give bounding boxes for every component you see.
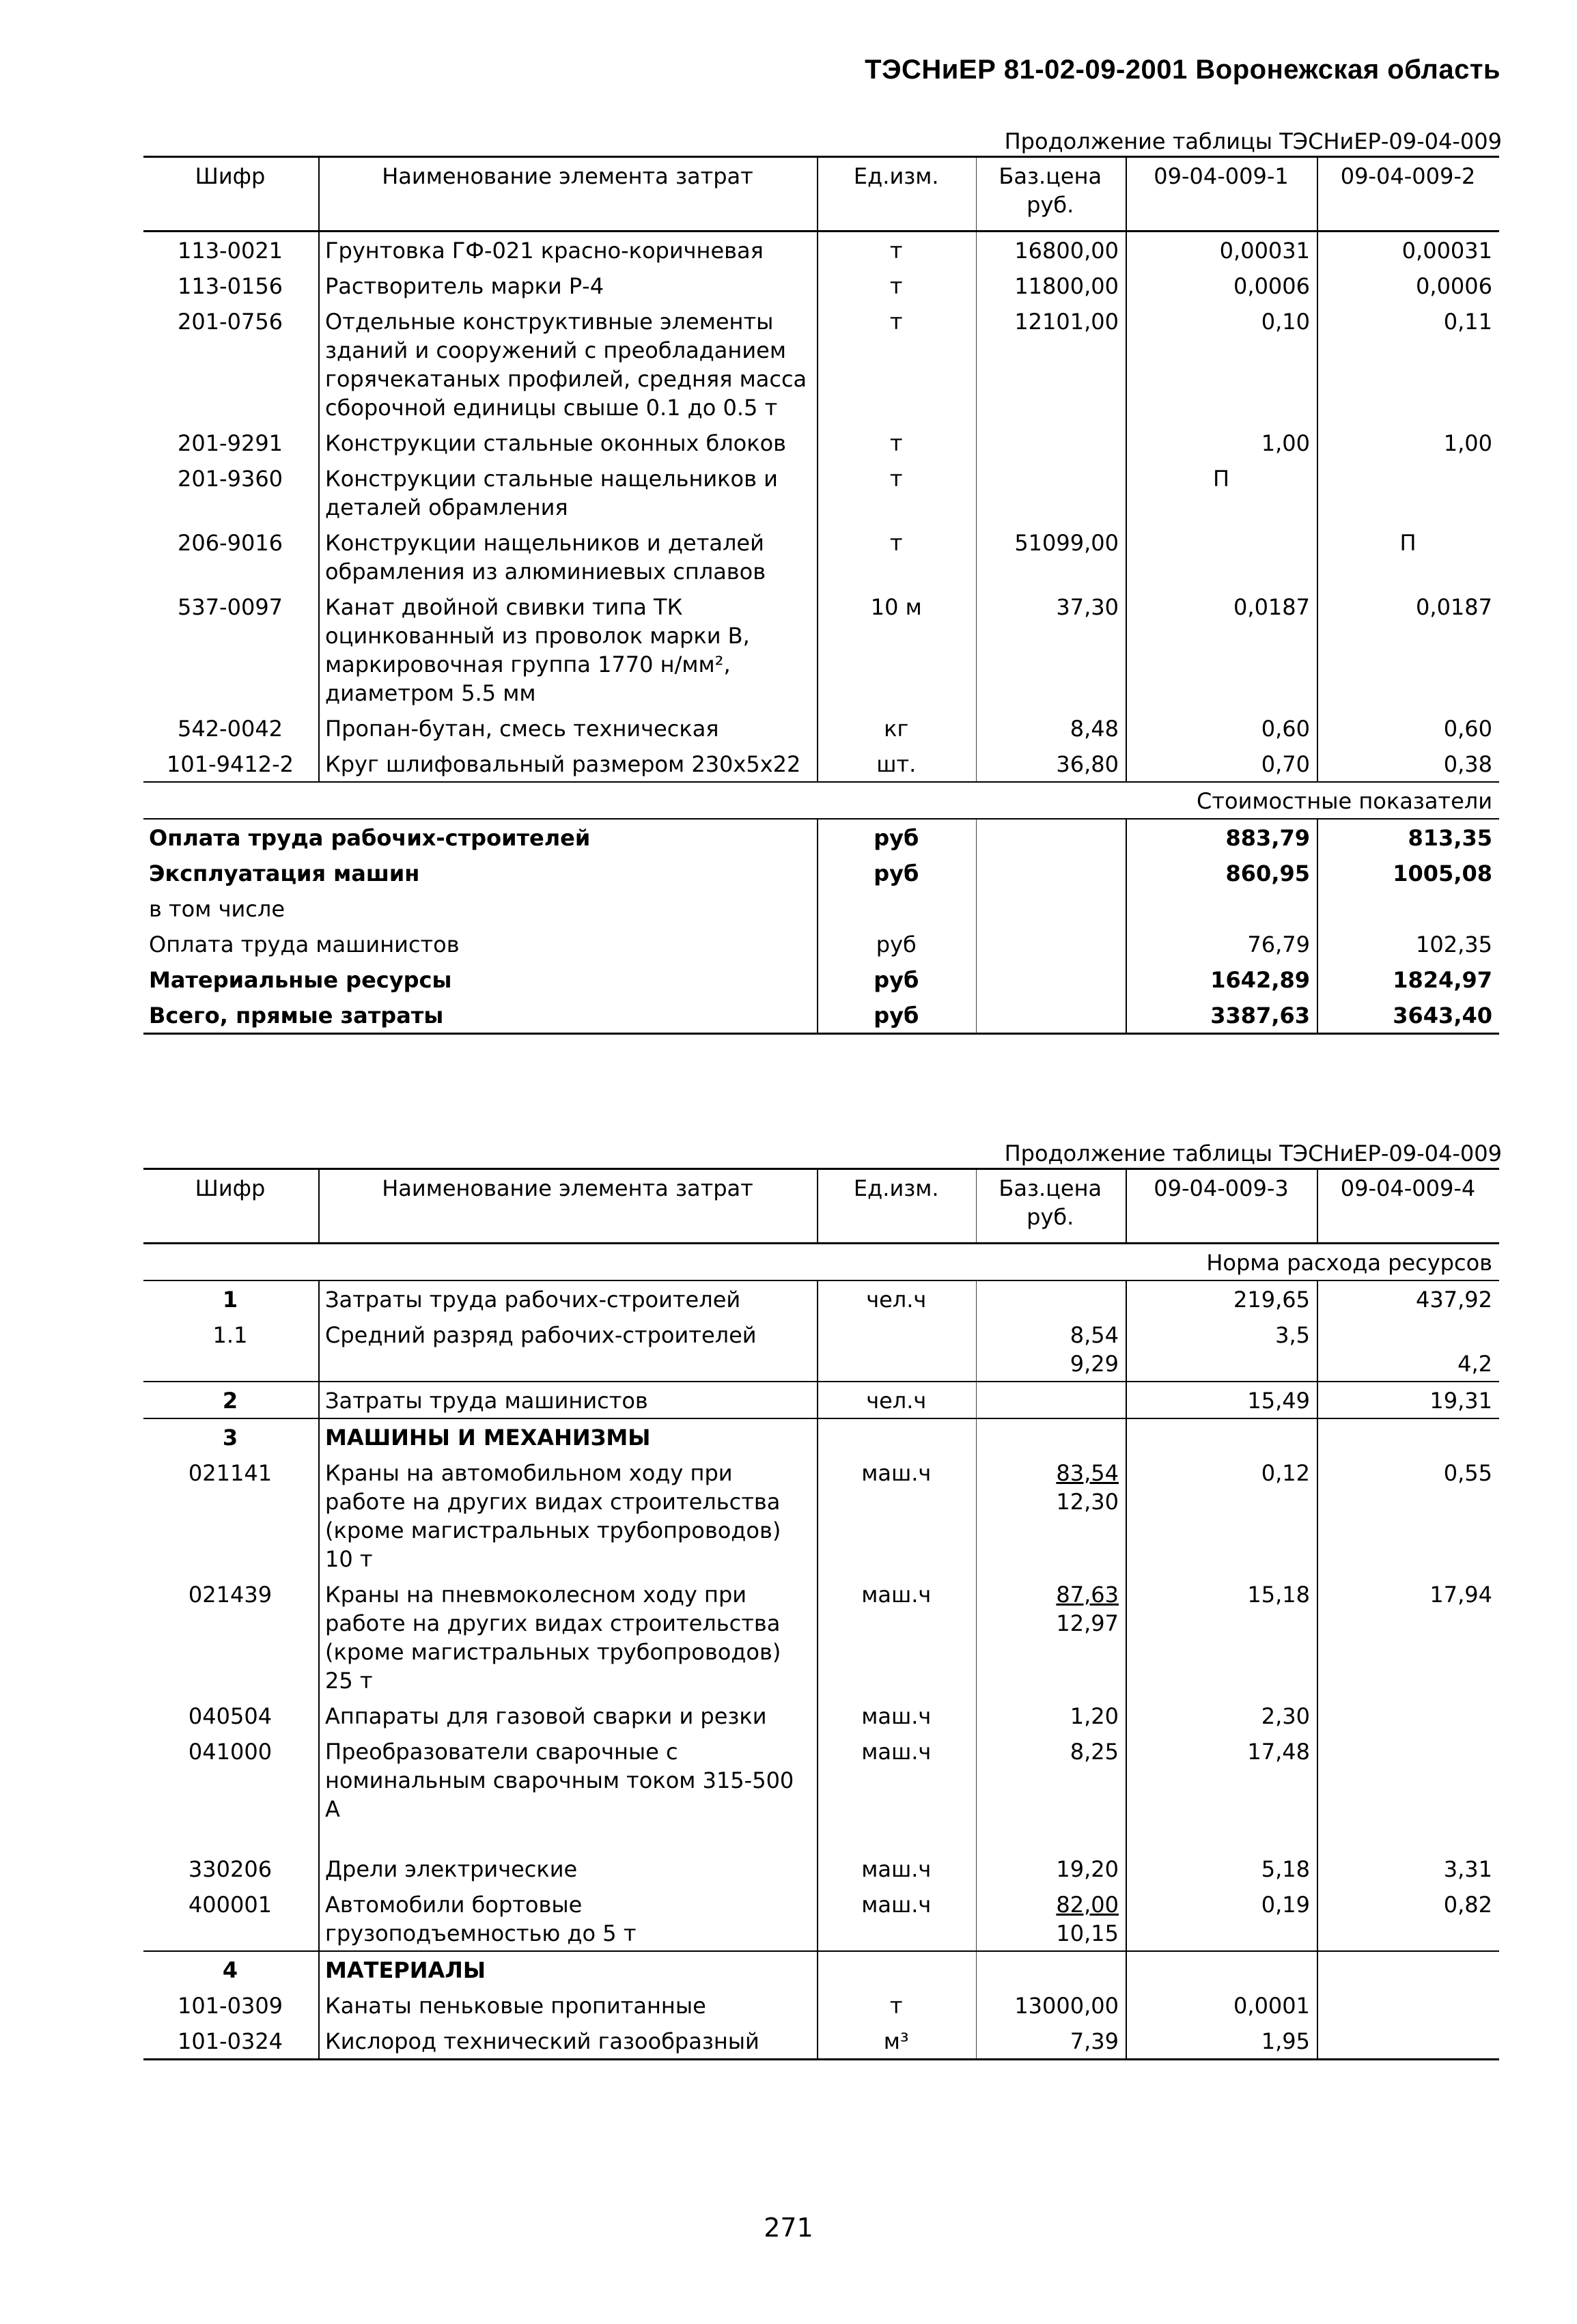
cell-v1: 0,0187 [1126,589,1317,710]
cell-unit: шт. [818,746,976,782]
cell-v1: 1,00 [1126,425,1317,460]
summary-row [143,819,1499,855]
price-line-a: 83,54 [1056,1460,1119,1486]
cell-v2: 3,31 [1443,1856,1492,1882]
cell-v2: П [1399,530,1416,556]
cell-price: 11800,00 [976,268,1126,303]
section-row [143,1244,1499,1281]
cell-v2: 0,0006 [1416,273,1492,299]
cell-code: 206-9016 [143,524,319,589]
col-header-price: Баз.цена руб. [976,157,1126,232]
price-line-a: 87,63 [1056,1582,1119,1608]
table1-header-row [143,157,1499,232]
cell-code: 101-9412-2 [143,746,319,782]
cell-price [976,460,1126,524]
cell-v2: 0,0187 [1416,594,1492,620]
summary-v1: 1642,89 [1126,962,1317,997]
summary-price-empty [976,819,1126,855]
cell-v2 [1317,1317,1499,1382]
table-row [143,460,1499,524]
cell-unit: т [818,232,976,268]
table1-continuation-label: Продолжение таблицы ТЭСНиЕР-09-04-009 [1004,128,1502,154]
cell-price-empty [976,1382,1126,1418]
cell-unit: т [818,524,976,589]
summary-row [143,962,1499,997]
summary-unit: руб [818,962,976,997]
summary-label: Материальные ресурсы [143,962,818,997]
cell-v1: 0,10 [1126,303,1317,425]
summary-v1: 76,79 [1126,926,1317,962]
cell-unit: т [818,268,976,303]
cell-name: МАШИНЫ И МЕХАНИЗМЫ [319,1418,818,1455]
cell-code: 021439 [143,1576,319,1698]
cell-v2 [1317,1733,1499,1851]
cell-code: 040504 [143,1698,319,1733]
cell-name: Канаты пеньковые пропитанные [319,1987,818,2023]
cell-price: 12101,00 [976,303,1126,425]
cell-code: 201-9360 [143,460,319,524]
cell-v1: 0,0006 [1126,268,1317,303]
summary-label: Оплата труда машинистов [143,926,818,962]
table1 [143,156,1499,1035]
cell-price: 8,48 [976,710,1126,746]
summary-unit: руб [818,926,976,962]
cell-code: 2 [143,1382,319,1418]
cell-price-empty [976,1951,1126,1987]
summary-v1: 3387,63 [1126,997,1317,1034]
cell-code: 330206 [143,1851,319,1886]
cell-unit: чел.ч [818,1280,976,1317]
col-header-v4: 09-04-009-4 [1317,1169,1499,1244]
cell-v2-empty [1317,1951,1499,1987]
table2-continuation-label: Продолжение таблицы ТЭСНиЕР-09-04-009 [1004,1140,1502,1166]
cell-price: 7,39 [976,2023,1126,2060]
cell-v2: 17,94 [1429,1582,1492,1608]
table2-header-row [143,1169,1499,1244]
table-row [143,1455,1499,1576]
cell-name: Отдельные конструктивные элементы зданий и сооружений с преобладанием горячекатаных профилей, средняя масса сборочной единицы свыше 0.1 до 0.5 т [319,303,818,425]
table-row [143,1987,1499,2023]
cell-v2 [1317,2023,1499,2060]
col-header-code: Шифр [143,1169,319,1244]
cell-v1: 0,0001 [1126,1987,1317,2023]
section-label-norms: Норма расхода ресурсов [143,1244,1499,1281]
cell-v1: 0,19 [1126,1886,1317,1951]
cell-v2 [1317,1698,1499,1733]
cell-v2-empty [1317,1418,1499,1455]
section-row [143,782,1499,819]
table-row [143,268,1499,303]
cell-code: 113-0021 [143,232,319,268]
cell-v2: 437,92 [1416,1287,1492,1313]
cell-price: 16800,00 [976,232,1126,268]
table-row [143,746,1499,782]
cell-v2: 0,55 [1443,1460,1492,1486]
cell-name: Кислород технический газообразный [319,2023,818,2060]
cell-v1: 17,48 [1126,1733,1317,1851]
cell-name: Конструкции нащельников и деталей обрамления из алюминиевых сплавов [319,524,818,589]
value-line-a: 3,5 [1275,1322,1310,1348]
summary-price-empty [976,926,1126,962]
cell-name: Автомобили бортовые грузоподъемностью до 5 т [319,1886,818,1951]
table-row [143,1951,1499,1987]
summary-price-empty [976,962,1126,997]
cell-price [976,1317,1126,1382]
cell-v1: 1,95 [1126,2023,1317,2060]
cell-unit: т [818,1987,976,2023]
cell-price [976,1455,1126,1576]
summary-v1: 860,95 [1126,855,1317,891]
cell-code: 4 [143,1951,319,1987]
cell-name: Затраты труда машинистов [319,1382,818,1418]
cell-name: Краны на автомобильном ходу при работе на других видах строительства (кроме магистральных трубопроводов) 10 т [319,1455,818,1576]
cell-unit: т [818,303,976,425]
cell-v1: 0,70 [1126,746,1317,782]
cell-v2: 0,38 [1443,751,1492,777]
summary-v2: 3643,40 [1317,997,1499,1034]
summary-row [143,855,1499,891]
cell-v1 [1126,1317,1317,1382]
cell-v2: 1,00 [1443,430,1492,456]
cell-code: 101-0309 [143,1987,319,2023]
cell-unit-empty [818,1418,976,1455]
cell-name: Дрели электрические [319,1851,818,1886]
summary-row [143,997,1499,1034]
table-row [143,1382,1499,1418]
cell-price [976,1886,1126,1951]
summary-row [143,891,1499,926]
cell-price: 8,25 [976,1733,1126,1851]
cell-code: 1 [143,1280,319,1317]
price-line-a: 8,54 [1070,1322,1119,1348]
cell-name: Растворитель марки Р-4 [319,268,818,303]
cell-v1-empty [1126,1418,1317,1455]
cell-unit: маш.ч [818,1455,976,1576]
cell-unit: кг [818,710,976,746]
table-row [143,1733,1499,1851]
cell-code: 201-0756 [143,303,319,425]
summary-label: Всего, прямые затраты [143,997,818,1034]
summary-v2: 102,35 [1416,932,1492,957]
cell-v1: 15,18 [1126,1576,1317,1698]
cell-price [976,425,1126,460]
table-row [143,1317,1499,1382]
col-header-code: Шифр [143,157,319,232]
cell-unit: маш.ч [818,1851,976,1886]
col-header-v3: 09-04-009-3 [1126,1169,1317,1244]
page-number: 271 [764,2213,813,2243]
cell-name: Затраты труда рабочих-строителей [319,1280,818,1317]
cell-name: МАТЕРИАЛЫ [319,1951,818,1987]
cell-code: 1.1 [143,1317,319,1382]
cell-unit: м³ [818,2023,976,2060]
cell-v1: П [1126,460,1317,524]
summary-v1 [1126,891,1317,926]
cell-name: Пропан-бутан, смесь техническая [319,710,818,746]
summary-row [143,926,1499,962]
summary-v1: 883,79 [1126,819,1317,855]
cell-v2: 0,60 [1443,716,1492,742]
col-header-v2: 09-04-009-2 [1317,157,1499,232]
cell-price: 1,20 [976,1698,1126,1733]
summary-price-empty [976,997,1126,1034]
summary-label: Оплата труда рабочих-строителей [143,819,818,855]
table-row [143,1851,1499,1886]
cell-price: 37,30 [976,589,1126,710]
cell-v2: 0,00031 [1401,238,1492,264]
cell-code: 400001 [143,1886,319,1951]
cell-v2: 19,31 [1317,1382,1499,1418]
cell-name: Краны на пневмоколесном ходу при работе на других видах строительства (кроме магистральных трубопроводов) 25 т [319,1576,818,1698]
table-row [143,1886,1499,1951]
summary-unit: руб [818,997,976,1034]
cell-name: Грунтовка ГФ-021 красно-коричневая [319,232,818,268]
cell-price: 19,20 [976,1851,1126,1886]
table-row [143,303,1499,425]
section-label-cost: Стоимостные показатели [143,782,1499,819]
cell-v1: 15,49 [1126,1382,1317,1418]
col-header-price: Баз.цена руб. [976,1169,1126,1244]
cell-code: 021141 [143,1455,319,1576]
table-row [143,232,1499,268]
col-header-v1: 09-04-009-1 [1126,157,1317,232]
col-header-unit: Ед.изм. [818,157,976,232]
summary-unit: руб [818,819,976,855]
cell-price: 51099,00 [976,524,1126,589]
value-line-b: 4,2 [1457,1351,1492,1377]
cell-code: 201-9291 [143,425,319,460]
price-line-b: 10,15 [1056,1920,1119,1946]
cell-unit: чел.ч [818,1382,976,1418]
price-line-b: 12,97 [1056,1610,1119,1636]
cell-code: 3 [143,1418,319,1455]
cell-unit: маш.ч [818,1733,976,1851]
summary-price-empty [976,891,1126,926]
table-row [143,710,1499,746]
cell-price [976,1576,1126,1698]
summary-label: в том числе [143,891,818,926]
table-row [143,589,1499,710]
document-title: ТЭСНиЕР 81-02-09-2001 Воронежская область [865,55,1501,85]
cell-code: 113-0156 [143,268,319,303]
cell-unit: маш.ч [818,1886,976,1951]
summary-v2 [1317,891,1499,926]
cell-v1: 0,60 [1126,710,1317,746]
table-row [143,1698,1499,1733]
table2 [143,1168,1499,2060]
cell-code: 537-0097 [143,589,319,710]
cell-name: Преобразователи сварочные с номинальным сварочным током 315-500 А [319,1733,818,1851]
cell-unit: т [818,460,976,524]
cell-name: Аппараты для газовой сварки и резки [319,1698,818,1733]
cell-v1: 2,30 [1126,1698,1317,1733]
cell-v1-empty [1126,1951,1317,1987]
cell-price [976,1280,1126,1317]
cell-price: 13000,00 [976,1987,1126,2023]
summary-price-empty [976,855,1126,891]
cell-v2: 0,11 [1443,309,1492,335]
cell-v2: 0,82 [1443,1892,1492,1918]
cell-unit: т [818,425,976,460]
col-header-name: Наименование элемента затрат [319,1169,818,1244]
cell-unit-empty [818,1951,976,1987]
summary-v2: 813,35 [1408,825,1492,851]
summary-unit [818,891,976,926]
table-row [143,425,1499,460]
cell-code: 101-0324 [143,2023,319,2060]
summary-label: Эксплуатация машин [143,855,818,891]
cell-name: Конструкции стальные оконных блоков [319,425,818,460]
cell-name: Конструкции стальные нащельников и деталей обрамления [319,460,818,524]
summary-unit: руб [818,855,976,891]
cell-v2 [1317,1987,1499,2023]
cell-unit: 10 м [818,589,976,710]
summary-v2: 1005,08 [1393,860,1492,886]
table-row [143,1280,1499,1317]
cell-code: 041000 [143,1733,319,1851]
price-line-a: 82,00 [1056,1892,1119,1918]
price-line-b: 9,29 [1070,1351,1119,1377]
col-header-unit: Ед.изм. [818,1169,976,1244]
cell-name: Канат двойной свивки типа ТК оцинкованный из проволок марки В, маркировочная группа 1770 н/мм², диаметром 5.5 мм [319,589,818,710]
cell-unit: маш.ч [818,1698,976,1733]
table-row [143,1576,1499,1698]
cell-name: Средний разряд рабочих-строителей [319,1317,818,1382]
cell-unit-empty [818,1317,976,1382]
cell-v1: 219,65 [1126,1280,1317,1317]
cell-name: Круг шлифовальный размером 230x5x22 [319,746,818,782]
table-row [143,1418,1499,1455]
cell-v1: 0,12 [1126,1455,1317,1576]
summary-v2: 1824,97 [1393,967,1492,993]
cell-v1: 5,18 [1126,1851,1317,1886]
cell-code: 542-0042 [143,710,319,746]
table-row [143,524,1499,589]
cell-price: 36,80 [976,746,1126,782]
col-header-name: Наименование элемента затрат [319,157,818,232]
cell-price-empty [976,1418,1126,1455]
cell-v1: 0,00031 [1126,232,1317,268]
table-row [143,2023,1499,2060]
cell-v1 [1126,524,1317,589]
cell-unit: маш.ч [818,1576,976,1698]
cell-v2 [1317,460,1499,524]
price-line-b: 12,30 [1056,1489,1119,1515]
